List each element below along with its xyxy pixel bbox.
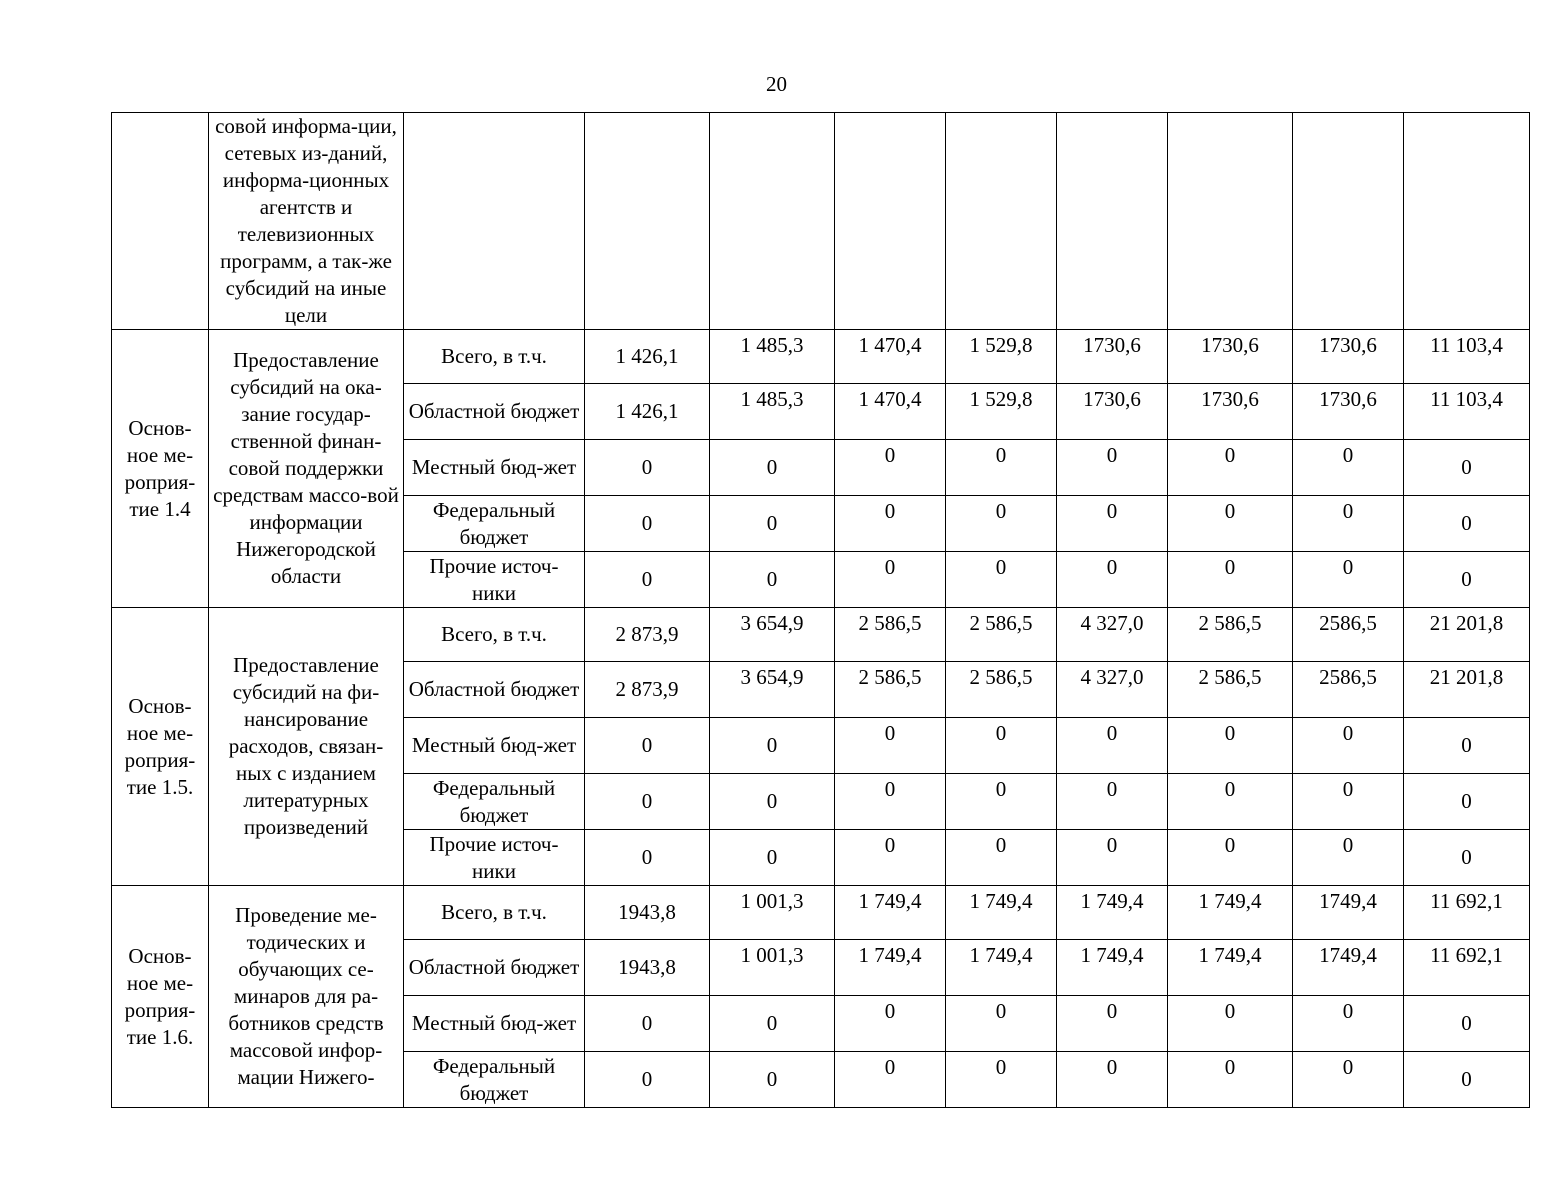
value-cell: 1730,6 [1057,330,1168,384]
value-cell: 0 [1404,496,1530,552]
value-cell: 0 [946,440,1057,496]
value-cell: 0 [835,552,946,608]
table-row [112,330,1530,384]
value-cell: 4 327,0 [1057,608,1168,662]
value-cell: 0 [1057,830,1168,886]
activity-code-cell: Основ-ное ме-роприя-тие 1.4 [112,330,209,608]
page-number: 20 [766,72,787,96]
source-cell: Всего, в т.ч. [404,608,585,662]
value-cell [1057,113,1168,330]
table-row [112,886,1530,940]
value-cell: 0 [946,1052,1057,1108]
source-cell: Областной бюджет [404,940,585,996]
value-cell [710,113,835,330]
value-cell: 0 [1057,718,1168,774]
value-cell: 0 [835,830,946,886]
value-cell: 0 [1293,1052,1404,1108]
activity-name-cell: совой информа-ции, сетевых из-даний, информа-ционных агентств и телевизионных программ, а так-же субсидий на иные цели [209,113,404,330]
value-cell: 1 001,3 [710,886,835,940]
value-cell: 1 001,3 [710,940,835,996]
value-cell: 1 749,4 [835,940,946,996]
value-cell: 0 [710,718,835,774]
value-cell: 0 [1293,996,1404,1052]
value-cell: 0 [835,496,946,552]
value-cell: 0 [1057,774,1168,830]
source-cell: Федеральный бюджет [404,1052,585,1108]
value-cell: 2 586,5 [835,662,946,718]
activity-name-cell: Проведение ме-тодических и обучающих се-минаров для ра-ботников средств массовой инфор-мации Нижего- [209,886,404,1108]
value-cell: 0 [1404,996,1530,1052]
source-cell [404,113,585,330]
value-cell: 0 [835,440,946,496]
source-cell: Прочие источ-ники [404,552,585,608]
value-cell: 0 [1168,1052,1293,1108]
value-cell: 0 [1404,774,1530,830]
value-cell: 1 749,4 [835,886,946,940]
value-cell: 2 586,5 [1168,608,1293,662]
value-cell: 0 [585,552,710,608]
value-cell: 0 [1057,996,1168,1052]
value-cell: 0 [585,830,710,886]
value-cell: 1 529,8 [946,330,1057,384]
value-cell: 11 692,1 [1404,886,1530,940]
value-cell [835,113,946,330]
value-cell: 2586,5 [1293,662,1404,718]
value-cell: 1730,6 [1293,330,1404,384]
value-cell: 1 470,4 [835,330,946,384]
value-cell: 0 [585,996,710,1052]
source-cell: Областной бюджет [404,662,585,718]
value-cell: 0 [1057,552,1168,608]
value-cell: 11 103,4 [1404,330,1530,384]
value-cell: 1 749,4 [1057,940,1168,996]
value-cell: 0 [1168,996,1293,1052]
value-cell [1293,113,1404,330]
value-cell: 0 [585,774,710,830]
value-cell: 0 [1057,440,1168,496]
value-cell: 0 [1168,718,1293,774]
value-cell: 1943,8 [585,940,710,996]
value-cell: 2 586,5 [946,662,1057,718]
value-cell: 1 485,3 [710,330,835,384]
budget-table [111,112,1530,1108]
value-cell: 3 654,9 [710,662,835,718]
value-cell: 0 [1404,718,1530,774]
value-cell: 0 [946,552,1057,608]
value-cell [1404,113,1530,330]
value-cell: 0 [1293,496,1404,552]
value-cell: 0 [1293,830,1404,886]
value-cell: 0 [585,440,710,496]
value-cell: 0 [710,1052,835,1108]
value-cell: 0 [1404,440,1530,496]
source-cell: Областной бюджет [404,384,585,440]
value-cell: 1 470,4 [835,384,946,440]
value-cell: 2 873,9 [585,662,710,718]
value-cell: 0 [1168,440,1293,496]
value-cell: 1730,6 [1168,330,1293,384]
value-cell: 0 [710,496,835,552]
value-cell: 0 [1293,552,1404,608]
value-cell: 0 [1404,1052,1530,1108]
value-cell: 1 749,4 [946,886,1057,940]
value-cell: 2 586,5 [835,608,946,662]
value-cell: 0 [585,1052,710,1108]
value-cell: 1 749,4 [1057,886,1168,940]
value-cell [946,113,1057,330]
value-cell: 1 749,4 [1168,940,1293,996]
value-cell: 0 [585,718,710,774]
activity-name-cell: Предоставление субсидий на фи-нансирование расходов, связан-ных с изданием литературных произведений [209,608,404,886]
value-cell: 0 [835,1052,946,1108]
value-cell: 2 586,5 [946,608,1057,662]
value-cell: 0 [710,440,835,496]
value-cell: 0 [710,830,835,886]
value-cell: 0 [1168,830,1293,886]
source-cell: Местный бюд-жет [404,718,585,774]
activity-name-cell: Предоставление субсидий на ока-зание государ-ственной финан-совой поддержки средствам массо-вой информации Нижегородской области [209,330,404,608]
value-cell: 0 [835,774,946,830]
table-row [112,608,1530,662]
value-cell: 3 654,9 [710,608,835,662]
value-cell: 1 426,1 [585,330,710,384]
source-cell: Всего, в т.ч. [404,330,585,384]
value-cell: 1 749,4 [946,940,1057,996]
value-cell: 0 [1293,774,1404,830]
value-cell: 1943,8 [585,886,710,940]
value-cell: 2586,5 [1293,608,1404,662]
value-cell: 1749,4 [1293,940,1404,996]
value-cell: 21 201,8 [1404,662,1530,718]
source-cell: Местный бюд-жет [404,440,585,496]
activity-code-cell: Основ-ное ме-роприя-тие 1.5. [112,608,209,886]
source-cell: Федеральный бюджет [404,774,585,830]
value-cell: 0 [710,552,835,608]
value-cell: 0 [1404,830,1530,886]
value-cell: 21 201,8 [1404,608,1530,662]
value-cell: 0 [585,496,710,552]
value-cell: 1749,4 [1293,886,1404,940]
value-cell: 0 [1057,1052,1168,1108]
value-cell: 2 586,5 [1168,662,1293,718]
value-cell: 0 [946,496,1057,552]
value-cell: 0 [1293,718,1404,774]
source-cell: Прочие источ-ники [404,830,585,886]
source-cell: Всего, в т.ч. [404,886,585,940]
activity-code-cell: Основ-ное ме-роприя-тие 1.6. [112,886,209,1108]
continuation-row [112,113,1530,330]
value-cell: 11 103,4 [1404,384,1530,440]
value-cell: 1 485,3 [710,384,835,440]
value-cell: 0 [1404,552,1530,608]
value-cell: 0 [1168,774,1293,830]
value-cell: 2 873,9 [585,608,710,662]
value-cell: 1 529,8 [946,384,1057,440]
value-cell: 0 [710,996,835,1052]
value-cell: 0 [946,830,1057,886]
value-cell [1168,113,1293,330]
value-cell: 1 749,4 [1168,886,1293,940]
value-cell: 1 426,1 [585,384,710,440]
value-cell: 4 327,0 [1057,662,1168,718]
value-cell: 0 [835,996,946,1052]
value-cell: 0 [946,718,1057,774]
source-cell: Местный бюд-жет [404,996,585,1052]
value-cell: 0 [1057,496,1168,552]
value-cell: 0 [946,774,1057,830]
value-cell: 0 [1168,496,1293,552]
value-cell: 1730,6 [1293,384,1404,440]
value-cell: 1730,6 [1168,384,1293,440]
value-cell: 11 692,1 [1404,940,1530,996]
value-cell: 0 [946,996,1057,1052]
value-cell: 0 [835,718,946,774]
value-cell: 0 [710,774,835,830]
activity-code-cell [112,113,209,330]
value-cell [585,113,710,330]
value-cell: 0 [1168,552,1293,608]
value-cell: 1730,6 [1057,384,1168,440]
table-body [112,113,1530,1108]
source-cell: Федеральный бюджет [404,496,585,552]
value-cell: 0 [1293,440,1404,496]
